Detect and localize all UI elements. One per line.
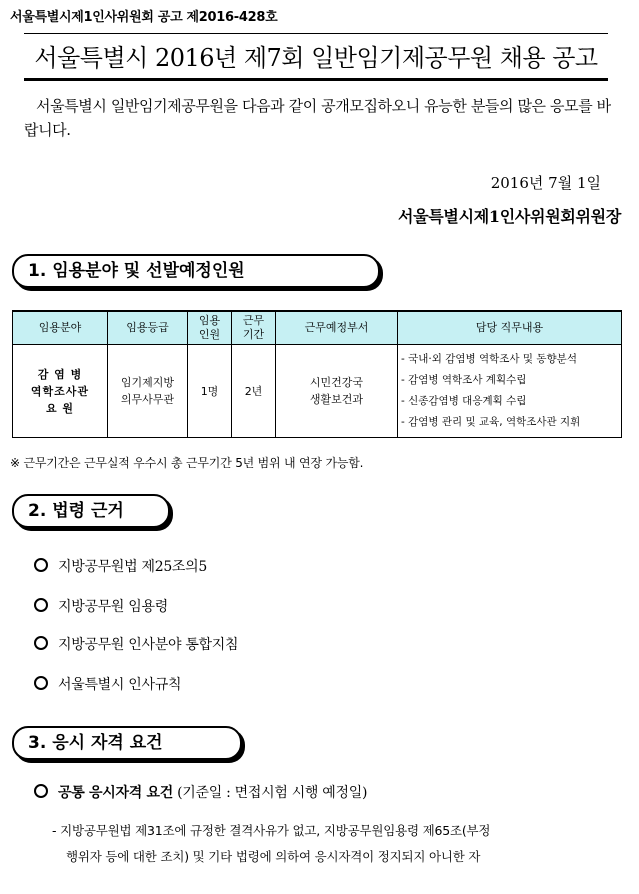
title-rule-top (24, 33, 608, 34)
cell-count: 1명 (188, 345, 232, 438)
header-department: 근무예정부서 (276, 311, 398, 345)
page-title: 서울특별시 2016년 제7회 일반임기제공무원 채용 공고 (34, 44, 598, 72)
cell-department-text: 시민건강국 생활보건과 (309, 376, 364, 406)
requirement-detail-line1: - 지방공무원법 제31조에 규정한 결격사유가 없고, 지방공무원임용령 제65조(부정 (52, 823, 491, 838)
title-rule-bottom (24, 78, 608, 81)
section-heading-2: 2. 법령 근거 (12, 494, 170, 528)
header-period (232, 311, 276, 345)
circle-bullet-icon (34, 636, 48, 650)
law-item (34, 634, 238, 654)
header-duties: 담당 직무내용 (398, 311, 622, 345)
cell-period: 2년 (232, 345, 276, 438)
cell-grade-text: 임기제지방 의무사무관 (120, 376, 175, 406)
requirement-note: (기준일 : 면접시험 시행 예정일) (177, 785, 368, 801)
law-item-text: 서울특별시 인사규칙 (58, 677, 182, 693)
circle-bullet-icon (34, 784, 48, 798)
duty-item: - 감염병 역학조사 계획수립 (401, 374, 527, 386)
table-row (13, 345, 622, 438)
issuer: 서울특별시제1인사위원회위원장 (397, 207, 621, 226)
intro-paragraph: 서울특별시 일반임기제공무원을 다음과 같이 공개모집하오니 유능한 분들의 많은 응모를 바랍니다. (24, 97, 611, 139)
header-count-text: 임용 인원 (198, 314, 221, 341)
header-period-text: 근무 기간 (242, 314, 265, 341)
circle-bullet-icon (34, 598, 48, 612)
notice-date: 2016년 7월 1일 (490, 174, 601, 192)
duty-item: - 감염병 관리 및 교육, 역학조사관 지휘 (401, 416, 581, 428)
notice-number: 서울특별시제1인사위원회 공고 제2016-428호 (10, 10, 278, 25)
recruitment-table (12, 310, 622, 438)
cell-field (13, 345, 108, 438)
law-item (34, 674, 181, 694)
table-header-row (13, 311, 622, 345)
cell-field-text: 감 염 병 역학조사관 요 원 (30, 367, 90, 415)
requirement-item (34, 782, 367, 802)
circle-bullet-icon (34, 676, 48, 690)
cell-department (276, 345, 398, 438)
law-item-text: 지방공무원 임용령 (58, 599, 168, 615)
duty-item: - 신종감염병 대응계획 수립 (401, 395, 527, 407)
header-field: 임용분야 (13, 311, 108, 345)
section-heading-3: 3. 응시 자격 요건 (12, 726, 242, 760)
cell-duties (398, 345, 622, 438)
law-item-text: 지방공무원법 제25조의5 (58, 559, 207, 575)
table-footnote: ※ 근무기간은 근무실적 우수시 총 근무기간 5년 범위 내 연장 가능함. (10, 456, 364, 470)
header-count (188, 311, 232, 345)
section-heading-1: 1. 임용분야 및 선발예정인원 (12, 254, 380, 288)
header-grade: 임용등급 (108, 311, 188, 345)
law-item (34, 556, 207, 576)
requirement-detail (52, 818, 622, 870)
cell-grade (108, 345, 188, 438)
circle-bullet-icon (34, 558, 48, 572)
duty-item: - 국내·외 감염병 역학조사 및 동향분석 (401, 353, 577, 365)
law-item (34, 596, 168, 616)
requirement-title: 공통 응시자격 요건 (58, 785, 173, 801)
law-item-text: 지방공무원 인사분야 통합지침 (58, 637, 239, 653)
requirement-detail-line2: 행위자 등에 대한 조치) 및 기타 법령에 의하여 응시자격이 정지되지 아니한 자 (66, 849, 481, 864)
